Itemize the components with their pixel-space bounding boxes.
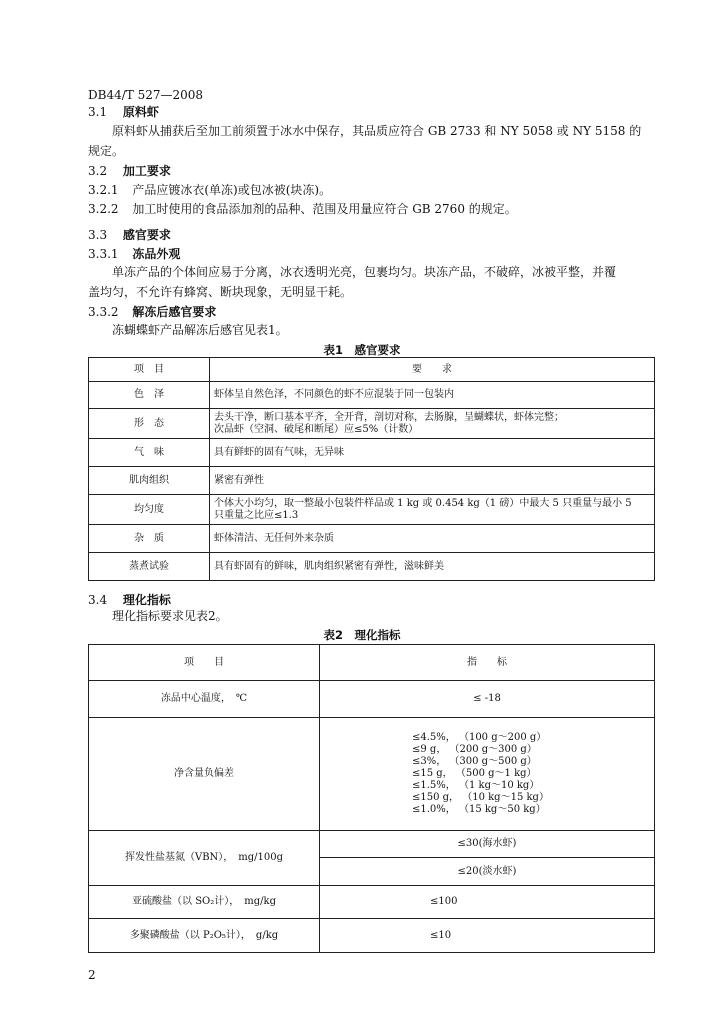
section-3-1-text-line1: 原料虾从捕获后至加工前须置于冰水中保存，其品质应符合 GB 2733 和 NY 5058 或 NY 5158 的 [112, 124, 642, 138]
row-label: 气 味 [89, 439, 210, 467]
header-cell-requirement: 要 求 [210, 358, 655, 382]
row-label: 多聚磷酸盐（以 P₂O₅计）， g/kg [89, 919, 320, 953]
section-title: 加工要求 [122, 164, 171, 178]
table1-caption: 表1 感官要求 [323, 343, 401, 357]
section-title: 感官要求 [122, 228, 171, 242]
row-label: 均匀度 [89, 495, 210, 525]
row-value: ≤100 [320, 886, 655, 919]
header-cell-indicator: 指 标 [320, 645, 655, 681]
section-number: 3.1 [88, 105, 108, 119]
table-row [89, 467, 655, 495]
deviation-line: ≤1.5%， （1 kg～10 kg） [412, 780, 540, 791]
table-row [89, 382, 655, 409]
row-label: 挥发性盐基氮（VBN）， mg/100g [89, 831, 320, 886]
section-3-3-2-heading [88, 303, 216, 320]
table-row [89, 495, 655, 525]
table-row [89, 553, 655, 581]
section-number: 3.3 [88, 228, 108, 242]
section-number: 3.2.1 [88, 183, 119, 197]
table-row [89, 831, 655, 858]
table-row [89, 919, 655, 953]
row-value: 具有鲜虾的固有气味，无异味 [210, 439, 655, 467]
section-3-1-text-line2: 规定。 [88, 144, 125, 158]
section-number: 3.2 [88, 164, 108, 178]
row-value: ≤30(海水虾) [320, 831, 655, 858]
table-header-row [89, 358, 655, 382]
section-number: 3.3.1 [88, 247, 119, 261]
header-cell-item: 项 目 [89, 645, 320, 681]
row-value: ≤10 [320, 919, 655, 953]
deviation-line: ≤1.0%， （15 kg～50 kg） [412, 804, 546, 815]
row-value: 个体大小均匀，取一整最小包装件样品或 1 kg 或 0.454 kg（1 磅）中最大 5 只重量与最小 5 只重量之比应≤1.3 [210, 495, 655, 525]
row-label: 形 态 [89, 409, 210, 439]
row-value: ≤ -18 [320, 681, 655, 718]
deviation-line: ≤3%， （300 g～500 g） [412, 756, 537, 767]
section-3-3-2-text: 冻蝴蝶虾产品解冻后感官见表1。 [112, 323, 288, 337]
document-code-header: DB44/T 527—2008 [88, 88, 204, 102]
section-3-1-heading [88, 103, 159, 120]
deviation-line: ≤15 g， （500 g～1 kg） [412, 768, 537, 779]
row-value: 具有虾固有的鲜味，肌肉组织紧密有弹性，滋味鲜美 [210, 553, 655, 581]
section-3-3-1-text-line1: 单冻产品的个体间应易于分离，冰衣透明光亮，包裹均匀。块冻产品，不破碎，冰被平整，并覆 [112, 265, 617, 279]
table2-caption: 表2 理化指标 [323, 628, 401, 642]
table-header-row [89, 645, 655, 681]
table-row [89, 439, 655, 467]
row-value: ≤20(淡水虾) [320, 858, 655, 886]
table-row [89, 681, 655, 718]
section-title: 解冻后感官要求 [132, 305, 217, 319]
row-value-list [320, 718, 655, 831]
row-label: 蒸煮试验 [89, 553, 210, 581]
row-value: 虾体呈自然色泽，不同颜色的虾不应混装于同一包装内 [210, 382, 655, 409]
table-row [89, 886, 655, 919]
row-label: 亚硫酸盐（以 SO₂计）， mg/kg [89, 886, 320, 919]
table-row [89, 718, 655, 831]
row-label: 肌肉组织 [89, 467, 210, 495]
section-3-2-heading [88, 162, 171, 179]
table2-physicochemical-indicators [88, 644, 655, 953]
section-number: 3.3.2 [88, 305, 119, 319]
section-3-3-heading [88, 226, 171, 243]
deviation-line: ≤4.5%， （100 g～200 g） [412, 732, 547, 743]
row-label: 色 泽 [89, 382, 210, 409]
table-row [89, 409, 655, 439]
section-3-3-1-text-line2: 盖均匀，不允许有蜂窝、断块现象，无明显干耗。 [88, 285, 353, 299]
section-title: 理化指标 [122, 593, 171, 607]
row-value: 紧密有弹性 [210, 467, 655, 495]
page-number: 2 [88, 968, 96, 982]
row-label: 净含量负偏差 [89, 718, 320, 831]
table-row [89, 525, 655, 553]
section-title: 冻品外观 [132, 247, 181, 261]
row-value: 去头干净，断口基本平齐，全开背，剖切对称，去肠腺，呈蝴蝶状，虾体完整； 次品虾（空洞、破尾和断尾）应≤5%（计数） [210, 409, 655, 439]
section-3-3-1-heading [88, 245, 180, 262]
header-cell-item: 项 目 [89, 358, 210, 382]
section-3-2-2 [88, 200, 517, 217]
section-text: 加工时使用的食品添加剂的品种、范围及用量应符合 GB 2760 的规定。 [132, 202, 517, 216]
section-3-2-1 [88, 181, 331, 198]
section-number: 3.4 [88, 593, 108, 607]
section-text: 产品应镀冰衣(单冻)或包冰被(块冻)。 [132, 183, 332, 197]
row-label: 冻品中心温度， ℃ [89, 681, 320, 718]
row-value: 虾体清洁、无任何外来杂质 [210, 525, 655, 553]
section-number: 3.2.2 [88, 202, 119, 216]
deviation-line: ≤150 g， （10 kg～15 kg） [412, 792, 549, 803]
table1-sensory-requirements [88, 357, 655, 581]
row-label: 杂 质 [89, 525, 210, 553]
section-3-4-text: 理化指标要求见表2。 [112, 609, 228, 623]
deviation-line: ≤9 g， （200 g～300 g） [412, 744, 537, 755]
section-title: 原料虾 [122, 105, 159, 119]
